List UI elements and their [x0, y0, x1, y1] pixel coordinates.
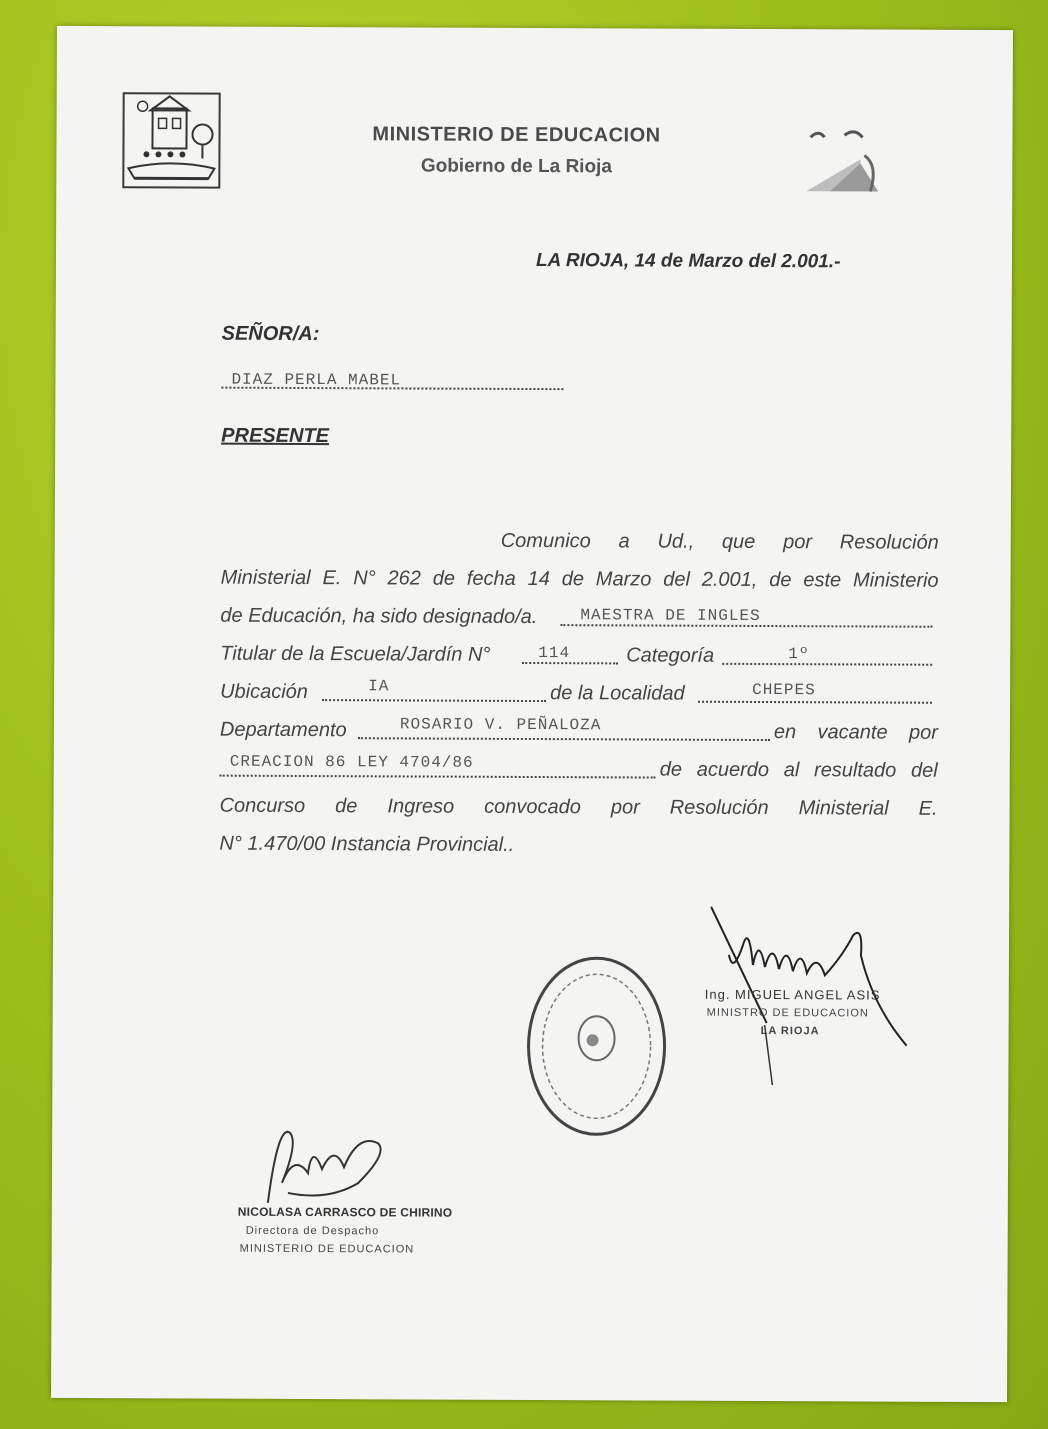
school-label: Titular de la Escuela/Jardín N° — [220, 642, 491, 666]
minister-place: LA RIOJA — [760, 1025, 820, 1038]
locality-dots — [698, 701, 932, 704]
locality-value: CHEPES — [752, 680, 816, 700]
body-line-1: Comunico a Ud., que por Resolución — [500, 529, 939, 554]
vacancy-label: en vacante por — [773, 721, 938, 744]
presente-heading: PRESENTE — [221, 424, 330, 448]
director-signature — [248, 1113, 398, 1210]
salutation: SEÑOR/A: — [221, 322, 320, 346]
locality-label: de la Localidad — [550, 682, 685, 705]
category-dots — [722, 663, 932, 666]
name-underline — [221, 387, 563, 390]
minister-name: Ing. MIGUEL ANGEL ASIS — [704, 986, 881, 1003]
vacancy-reason: CREACION 86 LEY 4704/86 — [229, 752, 474, 772]
vacancy-dots — [220, 775, 656, 779]
category-value: 1º — [788, 645, 810, 664]
school-logo-icon — [122, 92, 220, 188]
location-label: Ubicación — [220, 680, 308, 704]
position-value: MAESTRA DE INGLES — [580, 606, 761, 625]
location-dots — [322, 699, 546, 702]
body-line-3-label: de Educación, ha sido designado/a. — [220, 604, 538, 629]
department-label: Departamento — [219, 718, 347, 742]
location-value: IA — [368, 677, 390, 696]
result-label: de acuerdo al resultado del — [659, 758, 938, 782]
date-line: LA RIOJA, 14 de Marzo del 2.001.- — [535, 250, 841, 273]
province-emblem-icon — [800, 125, 896, 197]
recipient-name: DIAZ PERLA MABEL — [231, 370, 402, 390]
minister-role: MINISTRO DE EDUCACION — [706, 1006, 869, 1020]
ministry-title: MINISTERIO DE EDUCACION — [372, 123, 661, 147]
director-role: Directora de Despacho — [245, 1224, 380, 1238]
government-subtitle: Gobierno de La Rioja — [420, 155, 612, 178]
official-seal-stamp — [524, 952, 673, 1145]
director-name: NICOLASA CARRASCO DE CHIRINO — [237, 1204, 453, 1220]
body-line-9: N° 1.470/00 Instancia Provincial.. — [219, 832, 515, 856]
document-page — [51, 26, 1013, 1402]
body-line-8: Concurso de Ingreso convocado por Resolución Ministerial E. — [219, 794, 938, 820]
director-org: MINISTERIO DE EDUCACION — [239, 1242, 415, 1256]
category-label: Categoría — [626, 644, 715, 667]
body-line-2: Ministerial E. N° 262 de fecha 14 de Marzo del 2.001, de este Ministerio — [220, 566, 939, 592]
school-number: 114 — [538, 644, 571, 663]
department-value: ROSARIO V. PEÑALOZA — [399, 715, 602, 735]
department-dots — [358, 737, 770, 741]
school-dots — [522, 662, 618, 664]
